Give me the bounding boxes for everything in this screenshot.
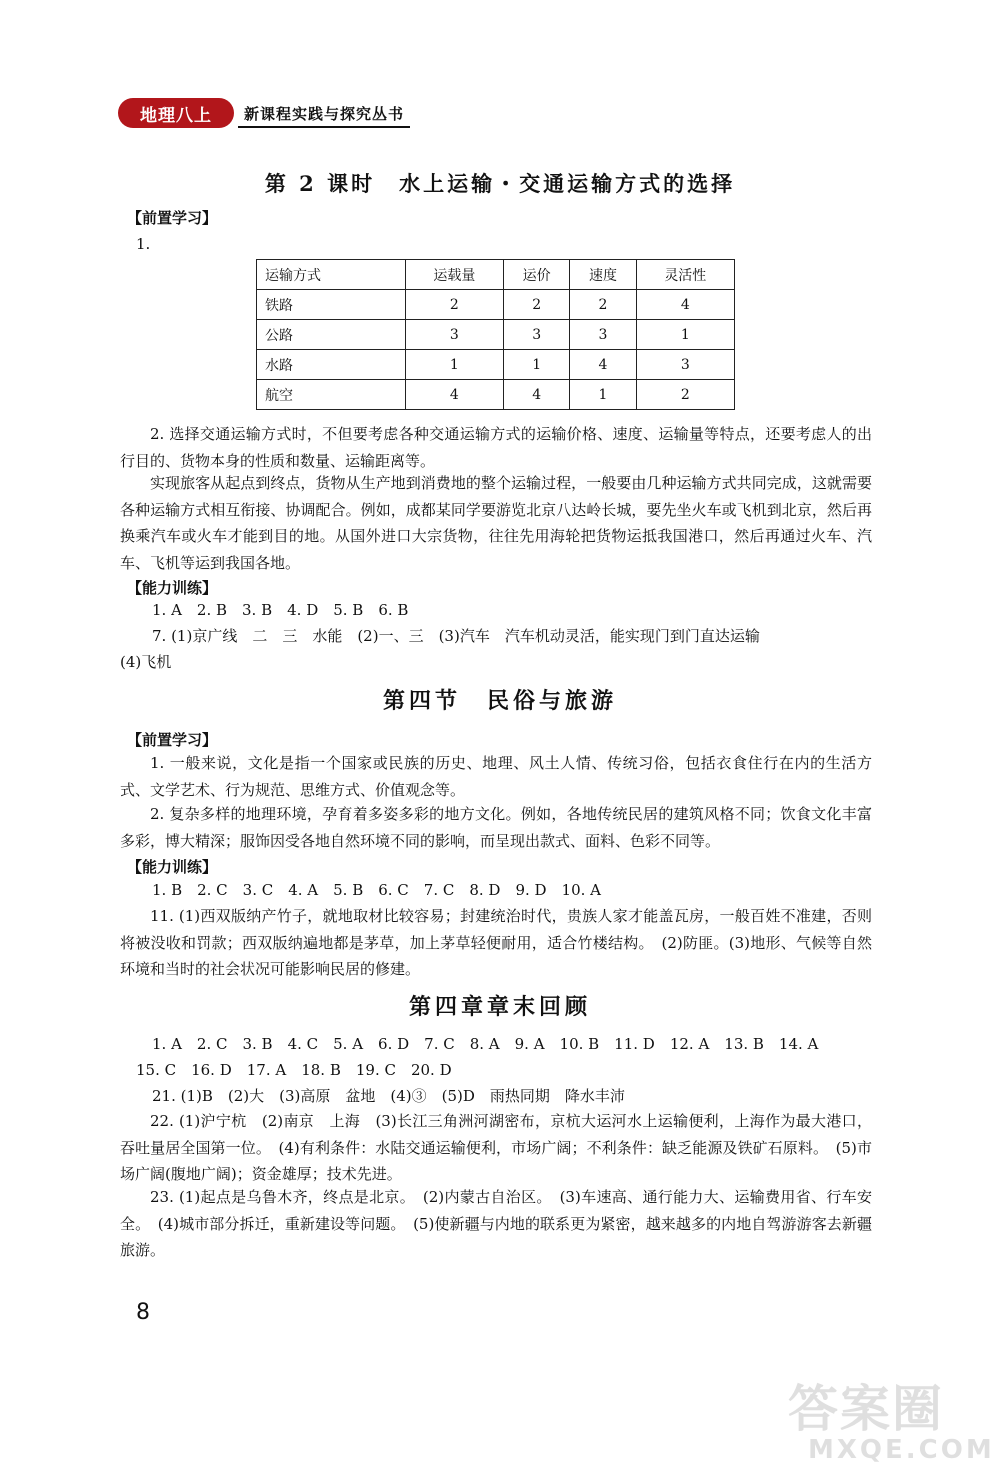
table-row xyxy=(257,320,735,350)
table-header-cell: 运载量 xyxy=(405,260,503,290)
watermark-url: MXQE.COM xyxy=(808,1435,995,1465)
skill-training-label: 【能力训练】 xyxy=(127,579,218,597)
table-cell: 1 xyxy=(570,380,636,410)
answer-line: (4)飞机 xyxy=(120,653,172,671)
table-row xyxy=(257,380,735,410)
table-cell: 航空 xyxy=(257,380,406,410)
paragraph: 1. 一般来说，文化是指一个国家或民族的历史、地理、风土人情、传统习俗，包括衣食住行在内的生活方式、文学艺术、行为规范、思维方式、价值观念等。 xyxy=(120,754,872,799)
lesson-title: 第 2 课时 水上运输・交通运输方式的选择 xyxy=(264,171,736,196)
table-cell: 水路 xyxy=(257,350,406,380)
table-row xyxy=(257,290,735,320)
running-header xyxy=(118,96,404,130)
table-cell: 3 xyxy=(405,320,503,350)
page-number: 8 xyxy=(136,1300,150,1325)
item-number: 1. xyxy=(136,235,151,253)
table-cell: 2 xyxy=(636,380,734,410)
chapter-review-title: 第四章章末回顾 xyxy=(408,994,591,1020)
table-cell: 1 xyxy=(504,350,570,380)
table-cell: 4 xyxy=(570,350,636,380)
skill-training-label: 【能力训练】 xyxy=(127,858,218,876)
watermark-logo xyxy=(788,1380,995,1465)
paragraph: 2. 复杂多样的地理环境，孕育着多姿多彩的地方文化。例如，各地传统民居的建筑风格不同；饮食文化丰富多彩，博大精深；服饰因受各地自然环境不同的影响，而呈现出款式、面料、色彩不同等。 xyxy=(120,805,872,850)
table-header-cell: 运输方式 xyxy=(257,260,406,290)
table-cell: 公路 xyxy=(257,320,406,350)
section-title: 第四节 民俗与旅游 xyxy=(382,688,617,714)
answer-line: 1. B 2. C 3. C 4. A 5. B 6. C 7. C 8. D 9. D 10. A xyxy=(152,881,602,899)
answer-line: 1. A 2. B 3. B 4. D 5. B 6. B xyxy=(152,601,409,619)
table-cell: 2 xyxy=(405,290,503,320)
answer-line: 7. (1)京广线 二 三 水能 (2)一、三 (3)汽车 汽车机动灵活，能实现门到门直达运输 xyxy=(152,627,760,645)
paragraph: 22. (1)沪宁杭 (2)南京 上海 (3)长江三角洲河湖密布，京杭大运河水上运输便利，上海作为最大港口，吞吐量居全国第一位。 (4)有利条件：水陆交通运输便利，市场广阔；不利条件：缺乏能源及铁矿石原料。 (5)市场广阔(腹地广阔)；资金雄厚；技术先进。 xyxy=(120,1112,872,1183)
series-title: 新课程实践与探究丛书 xyxy=(244,104,405,123)
table-cell: 3 xyxy=(504,320,570,350)
paragraph: 23. (1)起点是乌鲁木齐，终点是北京。 (2)内蒙古自治区。 (3)车速高、通行能力大、运输费用省、行车安全。 (4)城市部分拆迁，重新建设等问题。 (5)使新疆与内地的联系更为紧密，越来越多的内地自驾游游客去新疆旅游。 xyxy=(120,1188,872,1259)
table-cell: 1 xyxy=(636,320,734,350)
table-cell: 3 xyxy=(636,350,734,380)
table-header-row xyxy=(257,260,735,290)
table-row xyxy=(257,350,735,380)
table-cell: 铁路 xyxy=(257,290,406,320)
table-cell: 4 xyxy=(504,380,570,410)
table-cell: 1 xyxy=(405,350,503,380)
table-header-cell: 灵活性 xyxy=(636,260,734,290)
header-rule xyxy=(238,126,410,128)
answer-line: 21. (1)B (2)大 (3)高原 盆地 (4)③ (5)D 雨热同期 降水丰沛 xyxy=(152,1087,625,1105)
paragraph: 2. 选择交通运输方式时，不但要考虑各种交通运输方式的运输价格、速度、运输量等特点，还要考虑人的出行目的、货物本身的性质和数量、运输距离等。 xyxy=(120,425,872,470)
table-header-cell: 运价 xyxy=(504,260,570,290)
answer-line: 1. A 2. C 3. B 4. C 5. A 6. D 7. C 8. A 9. A 10. B 11. D 12. A 13. B 14. A xyxy=(152,1035,819,1053)
paragraph: 实现旅客从起点到终点，货物从生产地到消费地的整个运输过程，一般要由几种运输方式共同完成，这就需要各种运输方式相互衔接、协调配合。例如，成都某同学要游览北京八达岭长城，要先坐火车或飞机到北京，然后再换乘汽车或火车才能到目的地。从国外进口大宗货物，往往先用海轮把货物运抵我国港口，然后再通过火车、汽车、飞机等运到我国各地。 xyxy=(120,474,872,572)
table-cell: 2 xyxy=(570,290,636,320)
pre-study-label: 【前置学习】 xyxy=(127,209,218,227)
table-cell: 4 xyxy=(636,290,734,320)
paragraph: 11. (1)西双版纳产竹子，就地取材比较容易；封建统治时代，贵族人家才能盖瓦房，一般百姓不准建，否则将被没收和罚款；西双版纳遍地都是茅草，加上茅草轻便耐用，适合竹楼结构。 (2)防匪。(3)地形、气候等自然环境和当时的社会状况可能影响民居的修建。 xyxy=(120,907,872,978)
subject-badge: 地理八上 xyxy=(118,98,234,128)
answer-line: 15. C 16. D 17. A 18. B 19. C 20. D xyxy=(136,1061,452,1079)
watermark-text: 答案圈 xyxy=(788,1380,944,1438)
table-cell: 3 xyxy=(570,320,636,350)
transport-comparison-table xyxy=(256,259,735,410)
table-cell: 2 xyxy=(504,290,570,320)
pre-study-label: 【前置学习】 xyxy=(127,731,218,749)
table-header-cell: 速度 xyxy=(570,260,636,290)
table-cell: 4 xyxy=(405,380,503,410)
